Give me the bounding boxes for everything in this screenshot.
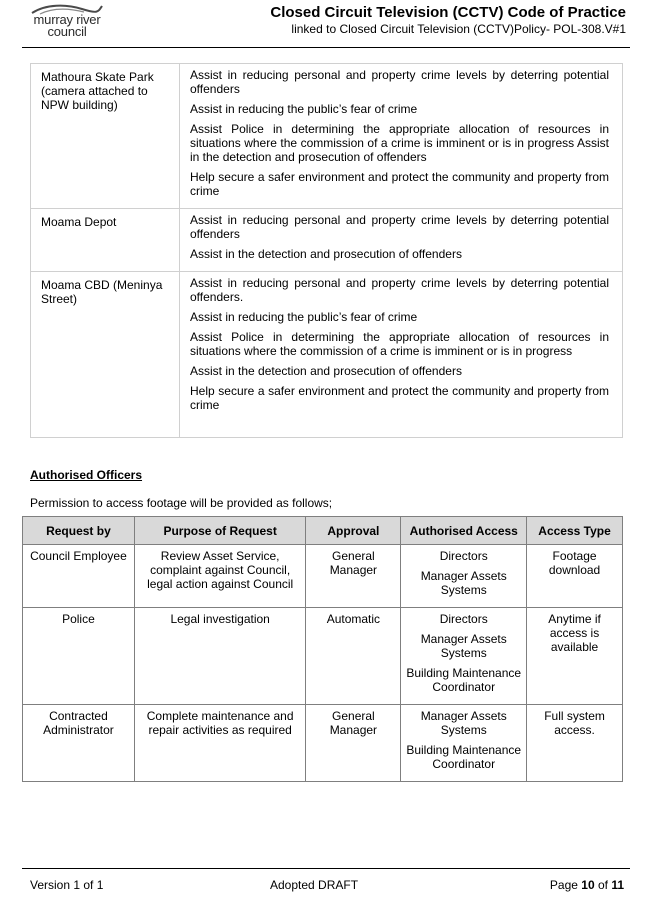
authorised-access-entry: Directors	[439, 612, 488, 626]
page-of: of	[594, 878, 612, 892]
location-name: Moama CBD (Meninya Street)	[31, 272, 180, 438]
cell-approval: General Manager	[306, 705, 401, 782]
cell-request-by: Contracted Administrator	[23, 705, 135, 782]
col-header-authorised-access: Authorised Access	[401, 517, 527, 545]
cell-request-by: Police	[23, 608, 135, 705]
purpose-item: Assist in reducing personal and property crime levels by deterring potential offenders	[190, 213, 609, 241]
page-header	[22, 0, 630, 48]
page-current: 10	[581, 878, 595, 892]
page-total: 11	[611, 878, 624, 892]
purpose-item: Assist in the detection and prosecution of offenders	[190, 247, 462, 261]
purpose-item: Assist in the detection and prosecution of offenders	[190, 364, 462, 378]
cell-approval: Automatic	[306, 608, 401, 705]
document-title: Closed Circuit Television (CCTV) Code of Practice	[270, 4, 626, 21]
logo-text	[32, 14, 102, 38]
purpose-item: Assist Police in determining the appropriate allocation of resources in situations where the commission of a crime is imminent or is in progress Assist in the detection and prosecution of offenders	[190, 122, 609, 164]
col-header-access-type: Access Type	[527, 517, 623, 545]
col-header-purpose: Purpose of Request	[134, 517, 306, 545]
purpose-item: Assist Police in determining the appropriate allocation of resources in situations where the commission of a crime is imminent or is in progress	[190, 330, 609, 358]
page-footer	[22, 868, 630, 898]
location-purposes	[180, 64, 623, 209]
location-row	[31, 209, 623, 272]
cell-purpose: Legal investigation	[134, 608, 306, 705]
authorised-access-entry: Manager Assets Systems	[420, 569, 507, 597]
purpose-item: Assist in reducing the public’s fear of crime	[190, 310, 418, 324]
council-logo	[26, 2, 106, 44]
purpose-item: Assist in reducing personal and property crime levels by deterring potential offenders.	[190, 276, 609, 304]
authorised-access-entry: Manager Assets Systems	[420, 709, 507, 737]
document-subtitle: linked to Closed Circuit Television (CCTV)Policy- POL-308.V#1	[291, 22, 626, 36]
cell-authorised-access	[401, 608, 527, 705]
authorised-access-entry: Directors	[439, 549, 488, 563]
access-table-row	[23, 705, 623, 782]
authorised-access-entry: Building Maintenance Coordinator	[406, 743, 522, 771]
purpose-item: Assist in reducing the public’s fear of crime	[190, 102, 418, 116]
locations-table	[30, 63, 623, 438]
footer-status: Adopted DRAFT	[270, 878, 359, 892]
cell-access-type: Footage download	[527, 545, 623, 608]
cell-purpose: Complete maintenance and repair activities as required	[134, 705, 306, 782]
cell-approval: General Manager	[306, 545, 401, 608]
location-row	[31, 272, 623, 438]
location-row	[31, 64, 623, 209]
cell-request-by: Council Employee	[23, 545, 135, 608]
footer-version: Version 1 of 1	[30, 878, 104, 892]
purpose-item: Assist in reducing personal and property crime levels by deterring potential offenders	[190, 68, 609, 96]
authorised-access-entry: Building Maintenance Coordinator	[406, 666, 522, 694]
section-title: Authorised Officers	[30, 468, 143, 482]
cell-purpose: Review Asset Service, complaint against Council, legal action against Council	[134, 545, 306, 608]
section-intro: Permission to access footage will be provided as follows;	[30, 496, 333, 510]
cell-access-type: Full system access.	[527, 705, 623, 782]
page-prefix: Page	[549, 878, 582, 892]
footer-page-number	[550, 878, 624, 892]
purpose-item: Help secure a safer environment and protect the community and property from crime	[190, 170, 609, 198]
cell-authorised-access	[401, 705, 527, 782]
col-header-approval: Approval	[306, 517, 401, 545]
location-purposes	[180, 209, 623, 272]
location-purposes	[180, 272, 623, 438]
cell-access-type: Anytime if access is available	[527, 608, 623, 705]
logo-line1: murray river	[33, 12, 101, 27]
logo-line2: council	[47, 24, 87, 39]
authorised-access-entry: Manager Assets Systems	[420, 632, 507, 660]
access-table-row	[23, 545, 623, 608]
location-name: Mathoura Skate Park (camera attached to NPW building)	[31, 64, 180, 209]
purpose-item: Help secure a safer environment and protect the community and property from crime	[190, 384, 609, 412]
access-table	[22, 516, 623, 782]
col-header-request-by: Request by	[23, 517, 135, 545]
access-table-row	[23, 608, 623, 705]
access-table-header-row	[23, 517, 623, 545]
cell-authorised-access	[401, 545, 527, 608]
location-name: Moama Depot	[31, 209, 180, 272]
